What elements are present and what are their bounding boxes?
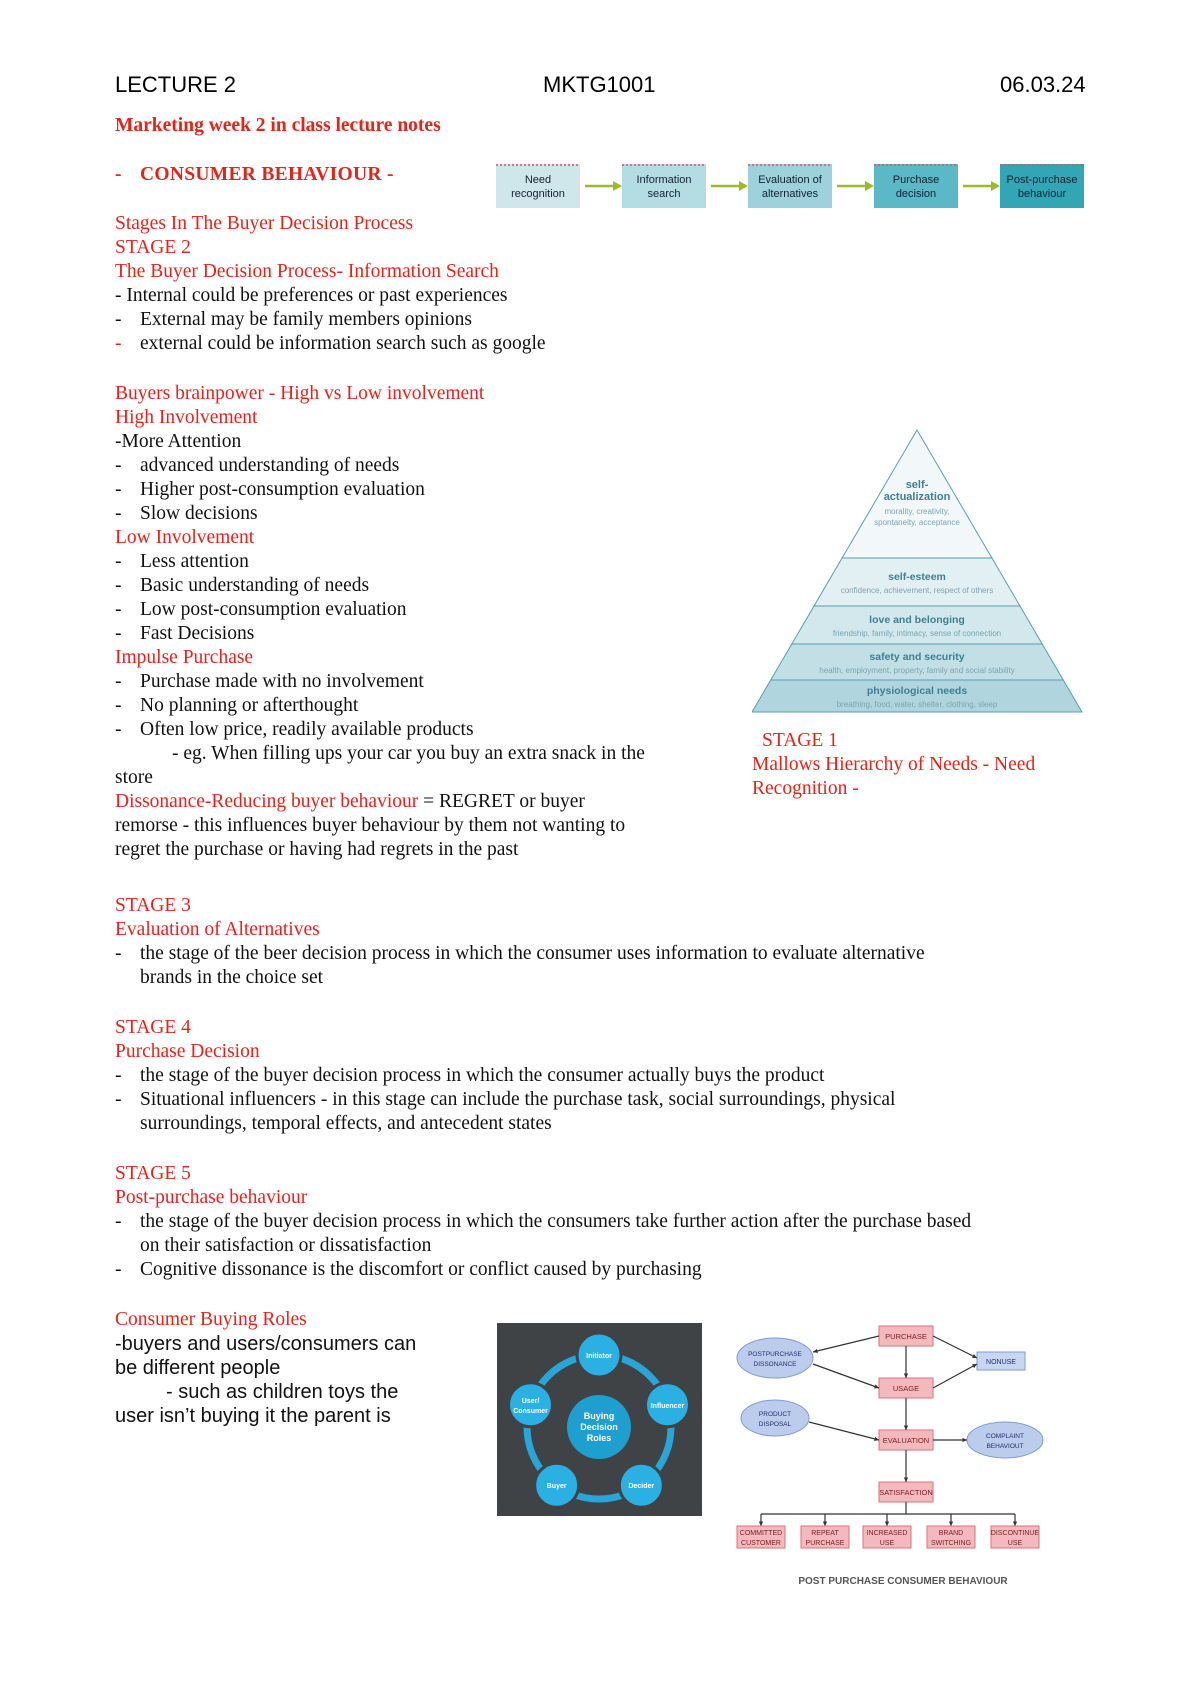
stages-heading: Stages In The Buyer Decision Process — [115, 213, 414, 234]
roles-center-label: Decision — [580, 1422, 618, 1432]
dissonance-oval — [737, 1338, 813, 1378]
impulse-example: - eg. When filling ups your car you buy an extra snack in the — [172, 743, 645, 764]
complaint-oval-label: BEHAVIOUT — [986, 1443, 1024, 1450]
stage4-title: Purchase Decision — [115, 1041, 260, 1062]
stage4-label: STAGE 4 — [115, 1017, 191, 1038]
process-step-label: Need — [524, 174, 552, 186]
process-step-label: behaviour — [1017, 188, 1067, 200]
dissonance-line — [115, 790, 585, 814]
flow-arrow-head — [759, 1521, 763, 1526]
stage1-title: Mallows Hierarchy of Needs - Need — [752, 754, 1036, 775]
process-step-label: Information — [636, 174, 692, 186]
pyramid-level-title: safety and security — [869, 651, 965, 663]
process-step-label: Purchase — [892, 174, 940, 186]
section-title: CONSUMER BEHAVIOUR - — [140, 164, 394, 185]
disposal-oval-label: PRODUCT — [758, 1411, 792, 1418]
lecture-date: 06.03.24 — [1000, 72, 1086, 97]
dissonance-oval-label: DISSONANCE — [753, 1361, 797, 1368]
process-arrow-head — [739, 181, 748, 191]
disposal-oval — [741, 1400, 809, 1436]
high-involvement-label: High Involvement — [115, 407, 258, 428]
process-step-box — [496, 164, 580, 208]
stage5-bullet-cont: on their satisfaction or dissatisfaction — [140, 1235, 432, 1256]
process-arrow-head — [865, 181, 874, 191]
process-arrow-head — [991, 181, 1000, 191]
roles-node-label: Consumer — [513, 1407, 548, 1415]
dissonance-label: Dissonance-Reducing buyer behaviour — [115, 791, 419, 812]
roles-center-label: Roles — [586, 1433, 612, 1443]
pyramid-level-sub: breathing, food, water, shelter, clothing, sleep — [836, 700, 998, 709]
lecture-notes-page: LECTURE 2 MKTG1001 06.03.24 Marketing week 2 in class lecture notes - CONSUMER BEHAVIOUR - Need recognition Information search Evaluation of alternatives Purchase decision Post-purchase behaviour Stages In The Buyer Decision Process STAGE 2 The Buyer Decision Process- Information Search - Internal could be preferences or past experiences - External may be family members opinions - external could be information search such as google Buyers brainpower - High vs Low involvement High Involvement -More Attention - advanced understanding of needs - Higher post-consumption evaluation - Slow decisions Low Involvement - Less attention - Basic understanding of needs - Low post-consumption evaluation - Fast Decisions Impulse Purchase - Purchase made with no involvement - No planning or afterthought - Often low price, readily available products - eg. When filling ups your car you buy an extra snack in the store Dissonance-Reducing buyer behaviour = REGRET or buyer remorse - this influences buyer behaviour by them not wanting to regret the purchase or having had regrets in the past self- actualization morality, creativity, spontaneity, acceptance self-esteem confidence, achievement, respect of others love and belonging friendship, family, intimacy, sense of connection safety and security health, employment, property, family and social stability physiological needs breathing, food, water, shelter, clothing, sleep STAGE 1 Mallows Hierarchy of Needs - Need Recognition - STAGE 3 Evaluation of Alternatives - the stage of the beer decision process in which the consumer uses information to evaluate alternative brands in the choice set STAGE 4 Purchase Decision - the stage of the buyer decision process in which the consumer actually buys the product - Situational influencers - in this stage can include the purchase task, social surroundings, physical surroundings, temporal effects, and antecedent states STAGE 5 Post-purchase behaviour - the stage of the buyer decision process in which the consumers take further action after the purchase based on their satisfaction or dissatisfaction - Cognitive dissonance is the discomfort or conflict caused by purchasing Consumer Buying Roles -buyers and users/consumers can be different people - such as children toys the user isn’t buying it the parent is Buying Decision Roles Initiator Influencer Decider Buyer User/ Consumer PURCHASE USAGE EVALUATION SATISFACTION NONUSE POSTPURCHASE DISSONANCE PRODUCT DISPOSAL COMPLAINT BEHAVIOUT COMMITTED CUSTOMER REPEAT PURCHASE INCREASED USE BRAND SWITCHING DISCONTINUE USE POST PURCHASE CONSUMER BEHAVIOUR — [0, 0, 1200, 1696]
flow-arrow — [813, 1364, 879, 1388]
stage5-label: STAGE 5 — [115, 1163, 191, 1184]
nonuse-box-label: NONUSE — [986, 1359, 1016, 1366]
lecture-label: LECTURE 2 — [115, 72, 237, 97]
disposal-oval-label: DISPOSAL — [758, 1421, 792, 1428]
buyer-decision-process-diagram — [496, 158, 1096, 228]
roles-node-label: Decider — [628, 1483, 655, 1491]
involvement-heading: Buyers brainpower - High vs Low involvement — [115, 383, 485, 404]
process-step-label: alternatives — [761, 188, 819, 200]
pyramid-level-title: self- — [905, 479, 929, 491]
flow-arrow — [933, 1336, 977, 1358]
maslow-pyramid-diagram — [752, 428, 1092, 724]
outcome-box-label: DISCONTINUE — [990, 1530, 1040, 1537]
roles-node-label: User/ — [521, 1397, 540, 1405]
pyramid-level-sub: friendship, family, intimacy, sense of connection — [832, 629, 1002, 638]
complaint-oval — [967, 1422, 1043, 1458]
flow-arrow — [933, 1364, 977, 1388]
process-step-box — [1000, 164, 1084, 208]
notes-subtitle: Marketing week 2 in class lecture notes — [115, 115, 441, 136]
stage1-title-cont: Recognition - — [752, 778, 859, 799]
flow-arrow — [809, 1422, 879, 1440]
outcome-box-label: REPEAT — [811, 1530, 839, 1537]
flow-arrow-head — [904, 1477, 908, 1482]
post-purchase-behaviour-diagram — [735, 1318, 1095, 1592]
stage3-label: STAGE 3 — [115, 895, 191, 916]
pyramid-level-title: self-esteem — [888, 571, 946, 583]
buying-roles-diagram — [497, 1323, 702, 1516]
roles-node-label: Initiator — [586, 1353, 612, 1360]
process-step-label: Evaluation of — [758, 174, 822, 186]
flow-arrow-head — [949, 1521, 953, 1526]
pyramid-level-sub: health, employment, property, family and social stability — [819, 666, 1015, 675]
complaint-oval-label: COMPLAINT — [986, 1433, 1024, 1440]
pyramid-level-title: actualization — [883, 491, 951, 503]
flow-arrow-head — [1013, 1521, 1017, 1526]
usage-box-label: USAGE — [892, 1384, 920, 1393]
buying-roles-label: Consumer Buying Roles — [115, 1309, 307, 1330]
outcome-box-label: CUSTOMER — [741, 1540, 781, 1547]
process-step-label: Post-purchase — [1006, 174, 1078, 186]
outcome-box-label: PURCHASE — [805, 1540, 845, 1547]
impulse-example-cont: store — [115, 767, 153, 788]
outcome-box-label: USE — [879, 1540, 895, 1547]
pyramid-level-title: love and belonging — [869, 614, 965, 626]
high-involvement-line: -More Attention — [115, 431, 242, 452]
section-dash: - — [115, 164, 122, 185]
roles-text: be different people — [115, 1357, 281, 1379]
process-step-box — [874, 164, 958, 208]
process-step-label: recognition — [511, 188, 565, 200]
process-step-box — [622, 164, 706, 208]
stage2-line: - Internal could be preferences or past experiences — [115, 285, 508, 306]
stage4-bullet-cont: surroundings, temporal effects, and antecedent states — [140, 1113, 552, 1134]
stage1-label: STAGE 1 — [762, 730, 838, 751]
stage2-label: STAGE 2 — [115, 237, 191, 258]
outcome-box-label: USE — [1007, 1540, 1023, 1547]
pyramid-level-title: physiological needs — [866, 685, 968, 697]
outcome-box-label: INCREASED — [866, 1530, 908, 1537]
roles-node-label: Influencer — [650, 1402, 685, 1410]
outcome-box-label: SWITCHING — [930, 1540, 972, 1547]
outcome-box-label: COMMITTED — [739, 1530, 783, 1537]
outcome-box-label: BRAND — [938, 1530, 964, 1537]
stage2-title: The Buyer Decision Process- Information Search — [115, 261, 499, 282]
flow-arrow-head — [885, 1521, 889, 1526]
stage5-title: Post-purchase behaviour — [115, 1187, 308, 1208]
process-arrow-head — [613, 181, 622, 191]
process-step-label: decision — [895, 188, 937, 200]
impulse-purchase-label: Impulse Purchase — [115, 647, 254, 668]
purchase-box-label: PURCHASE — [885, 1332, 927, 1341]
flow-arrow-head — [823, 1521, 827, 1526]
roles-center-label: Buying — [583, 1411, 615, 1421]
dissonance-text: = REGRET or buyer — [418, 791, 585, 812]
satisfaction-box-label: SATISFACTION — [879, 1488, 933, 1497]
ppcb-caption: POST PURCHASE CONSUMER BEHAVIOUR — [798, 1576, 1008, 1587]
course-code: MKTG1001 — [543, 72, 656, 97]
process-step-label: search — [647, 188, 681, 200]
flow-arrow-head — [904, 1425, 908, 1430]
roles-text: -buyers and users/consumers can — [115, 1333, 417, 1355]
flow-arrow-head — [874, 1384, 879, 1388]
dissonance-text-3: regret the purchase or having had regrets in the past — [115, 839, 519, 860]
dissonance-oval-label: POSTPURCHASE — [748, 1351, 802, 1358]
flow-arrow-head — [904, 1373, 908, 1378]
roles-node-label: Buyer — [546, 1483, 567, 1491]
pyramid-level-sub: confidence, achievement, respect of others — [840, 586, 994, 595]
pyramid-level-sub: spontaneity, acceptance — [874, 518, 960, 527]
roles-text: user isn’t buying it the parent is — [115, 1405, 391, 1427]
stage3-title: Evaluation of Alternatives — [115, 919, 320, 940]
roles-text: - such as children toys the — [166, 1381, 399, 1403]
process-step-box — [748, 164, 832, 208]
flow-arrow-head — [962, 1438, 967, 1442]
stage3-bullet-cont: brands in the choice set — [140, 967, 324, 988]
pyramid-level-sub: morality, creativity, — [884, 507, 950, 516]
evaluation-box-label: EVALUATION — [882, 1436, 930, 1445]
low-involvement-label: Low Involvement — [115, 527, 255, 548]
dissonance-text-2: remorse - this influences buyer behaviour by them not wanting to — [115, 815, 626, 836]
flow-arrow — [813, 1336, 879, 1352]
